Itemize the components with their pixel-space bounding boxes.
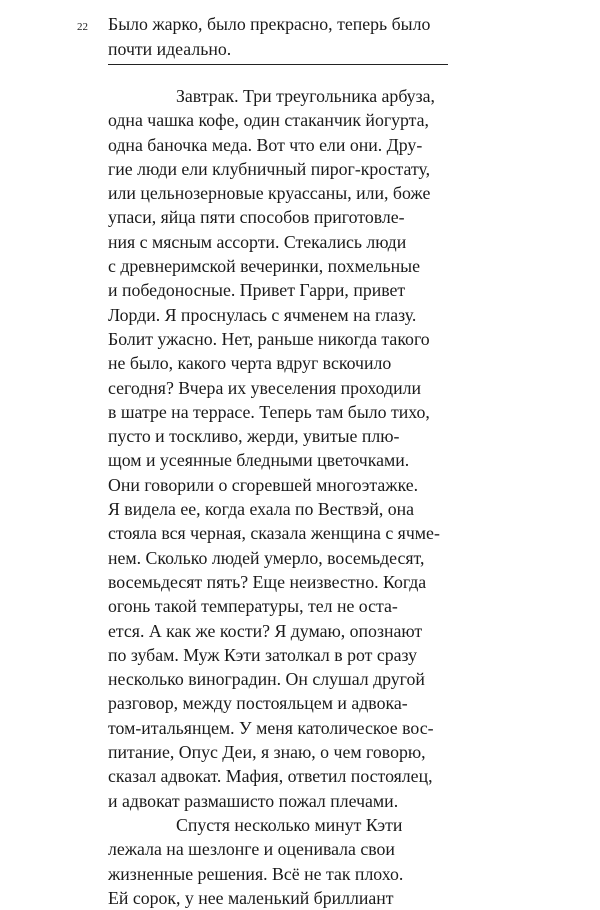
text-line: питание, Опус Деи, я знаю, о чем говорю,	[108, 742, 426, 763]
text-line: с древнеримской вечеринки, похмельные	[108, 256, 420, 277]
text-line: пусто и тоскливо, жерди, увитые плю-	[108, 426, 400, 447]
paragraph-first-line: Завтрак. Три треугольника арбуза,	[176, 86, 435, 106]
text-line: лежала на шезлонге и оценивала свои	[108, 839, 395, 860]
body-text	[108, 84, 453, 910]
paragraph-first-line: Спустя несколько минут Кэти	[176, 814, 403, 835]
text-line: сказал адвокат. Мафия, ответил постоялец,	[108, 766, 433, 787]
page-number: 22	[77, 21, 88, 33]
text-line: восемьдесят пять? Еще неизвестно. Когда	[108, 571, 427, 592]
text-line: и победоносные. Привет Гарри, привет	[108, 280, 406, 301]
text-line: Лорди. Я проснулась с ячменем на глазу.	[108, 304, 417, 325]
text-line: почти идеально.	[108, 39, 232, 59]
text-line: ется. А как же кости? Я думаю, опознают	[108, 620, 423, 641]
text-line: по зубам. Муж Кэти затолкал в рот сразу	[108, 644, 418, 665]
text-line: ния с мясным ассорти. Стекались люди	[108, 231, 407, 252]
text-line: том-итальянцем. У меня католическое вос-	[108, 717, 434, 738]
text-line: огонь такой температуры, тел не оста-	[108, 596, 398, 617]
text-line: щом и усеянные бледными цветочками.	[108, 450, 410, 471]
text-line: Я видела ее, когда ехала по Веcтвэй, она	[108, 499, 415, 520]
text-line: в шатре на террасе. Теперь там было тихо,	[108, 401, 430, 422]
top-paragraph	[108, 12, 448, 62]
text-line: гие люди ели клубничный пирог-кростату,	[108, 158, 431, 179]
text-line: Было жарко, было прекрасно, теперь было	[108, 14, 431, 34]
text-line: Болит ужасно. Нет, раньше никогда такого	[108, 328, 430, 349]
section-divider	[108, 64, 448, 65]
text-line: сегодня? Вчера их увеселения проходили	[108, 377, 421, 398]
text-line: упаси, яйца пяти способов приготовле-	[108, 207, 405, 228]
text-line: стояла вся черная, сказала женщина с ячме-	[108, 523, 440, 544]
text-line: и адвокат размашисто пожал плечами.	[108, 790, 399, 811]
text-line: Они говорили о сгоревшей многоэтажке.	[108, 474, 419, 495]
text-line: несколько виноградин. Он слушал другой	[108, 669, 425, 690]
text-line: одна чашка кофе, один стаканчик йогурта,	[108, 110, 430, 131]
text-line: одна баночка меда. Вот что ели они. Дру-	[108, 134, 423, 155]
text-line: не было, какого черта вдруг вскочило	[108, 353, 392, 374]
text-line: нем. Сколько людей умерло, восемьдесят,	[108, 547, 425, 568]
text-line: или цельнозерновые круассаны, или, боже	[108, 183, 431, 204]
text-line: Ей сорок, у нее маленький бриллиант	[108, 887, 394, 908]
text-line: разговор, между постояльцем и адвока-	[108, 693, 408, 714]
text-line: жизненные решения. Всё не так плохо.	[108, 863, 404, 884]
